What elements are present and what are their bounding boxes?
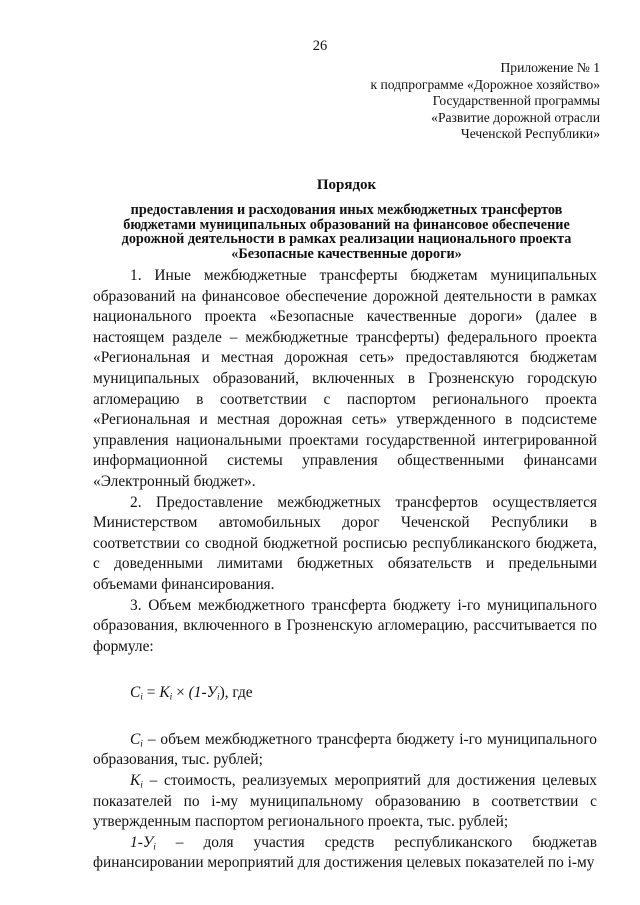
definition-symbol: K: [130, 772, 141, 790]
appendix-line: Чеченской Республики»: [460, 126, 600, 142]
formula-sub: i: [216, 691, 220, 703]
definition-y: [93, 833, 597, 874]
definition-symbol: 1-У: [130, 833, 154, 851]
formula-tail: , где: [224, 684, 253, 702]
definition-text: – объем межбюджетного трансферта бюджету i-го муниципального образования, тыс. рублей;: [93, 730, 597, 769]
definition-c: [93, 730, 597, 771]
title-line: «Безопасные качественные дороги»: [231, 245, 462, 262]
formula-k: K: [159, 684, 170, 702]
paragraph-1: 1. Иные межбюджетные трансферты бюджетам муниципальных образований на финансовое обеспечение дорожной деятельности в рамках национального проекта «Безопасные качественные дороги» (далее в настоящем разделе – межбюджетные трансферты) федерального проекта «Региональная и местная дорожная сеть» предоставляются бюджетам муниципальных образований, включенных в Грозненскую городскую агломерацию в соответствии с паспортом регионального проекта «Региональная и местная дорожная сеть» утвержденного в подсистеме управления национальными проектами государственной интегрированной информационной системы управления общественными финансами «Электронный бюджет».: [93, 267, 597, 490]
title-main: Порядок: [316, 177, 377, 193]
title-line: бюджетами муниципальных образований на финансовое обеспечение: [123, 216, 570, 233]
definition-sub: i: [153, 841, 156, 853]
formula-sub: i: [140, 691, 143, 703]
definition-text: – доля участия средств республиканского бюджетав финансировании мероприятий для достижения целевых показателей по i-му: [93, 833, 597, 872]
definition-text: – стоимость, реализуемых мероприятий для достижения целевых показателей по i-му муниципальному образованию в соответствии с утвержденным паспортом регионального проекта, тыс. рублей;: [93, 772, 597, 831]
document-title: [93, 176, 600, 261]
formula-sub: i: [169, 691, 173, 703]
title-line: предоставления и расходования иных межбюджетных трансфертов: [130, 202, 563, 218]
paragraph-3: 3. Объем межбюджетного трансферта бюджету i-го муниципального образования, включенного в Грозненскую агломерацию, рассчитывается по формуле:: [93, 596, 597, 655]
definition-sub: i: [140, 738, 143, 750]
formula-eq: =: [142, 684, 160, 702]
formula-c: C: [130, 684, 141, 702]
document-body: [93, 266, 597, 874]
appendix-line: Государственной программы: [432, 93, 600, 109]
formula-times: ×: [172, 684, 189, 702]
formula: [130, 683, 597, 704]
title-subtitle: [93, 203, 600, 261]
appendix-line: к подпрограмме «Дорожное хозяйство»: [370, 76, 600, 92]
definition-sub: i: [140, 779, 143, 791]
appendix-line: «Развитие дорожной отрасли: [431, 109, 600, 125]
title-line: дорожной деятельности в рамках реализации национального проекта: [121, 231, 572, 248]
definition-symbol: C: [130, 730, 141, 748]
page-number: 26: [312, 38, 328, 54]
paragraph-2: 2. Предоставление межбюджетных трансфертов осуществляется Министерством автомобильных дорог Чеченской Республики в соответствии со сводной бюджетной росписью республиканского бюджета, с доведенными лимитами бюджетных обязательств и предельными объемами финансирования.: [93, 493, 597, 593]
formula-y: (1-У: [188, 684, 217, 702]
definition-k: [93, 771, 597, 833]
appendix-line: Приложение № 1: [500, 60, 600, 75]
formula-close: ): [219, 684, 225, 702]
appendix-header: [370, 60, 600, 143]
